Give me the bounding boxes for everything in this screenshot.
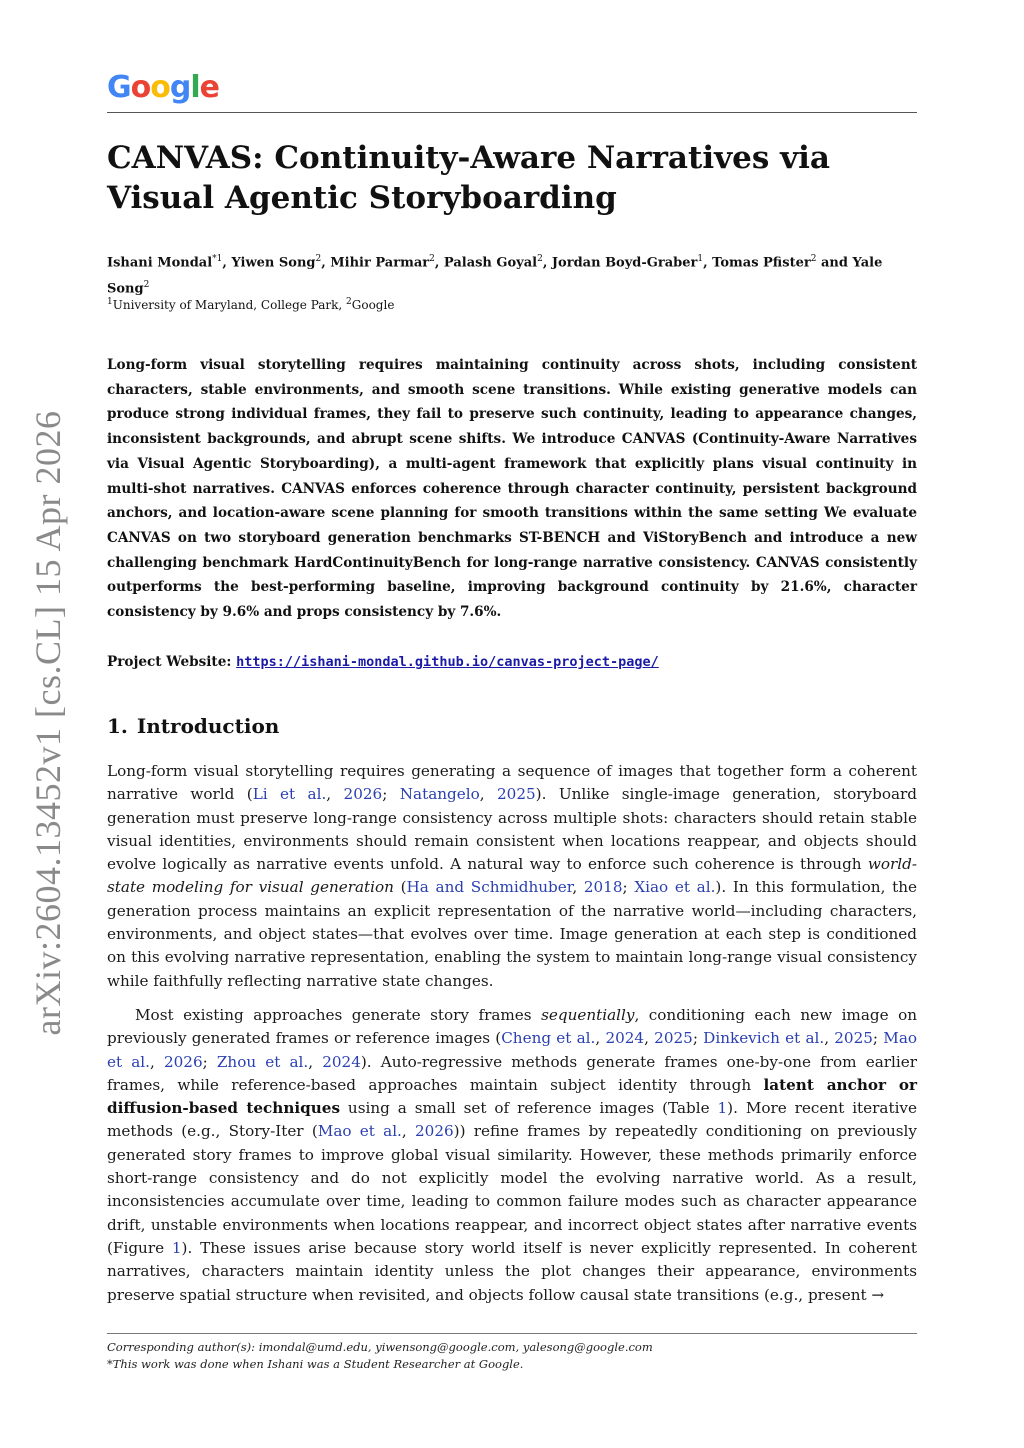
paragraph-text: , — [326, 785, 344, 804]
project-website — [107, 650, 917, 674]
citation-link[interactable]: Dinkevich et al. — [703, 1029, 825, 1048]
paragraph-text: Most existing approaches generate story frames — [135, 1006, 542, 1024]
author-list: Ishani Mondal$^{*1}$, Yiwen Song$^2$, Mihir Parmar$^2$, Palash Goyal$^2$, Jordan Boyd-Graber$^1$, Tomas Pfister$^2$ and Yale Song$^2$ — [107, 254, 883, 297]
google-logo — [107, 68, 219, 108]
emphasis-text: sequentially — [541, 1006, 635, 1024]
paragraph-text: ). More recent iterative methods (e.g., Story-Iter ( — [107, 1099, 917, 1141]
corresponding-author-note: Corresponding author(s): imondal@umd.edu, yiwensong@google.com, yalesong@google.com — [107, 1340, 653, 1354]
paragraph-text: , — [644, 1029, 655, 1048]
logo-letter: l — [190, 70, 200, 105]
citation-link[interactable]: 2024 — [605, 1029, 645, 1048]
citation-link[interactable]: 2025 — [654, 1029, 693, 1048]
abstract: Long-form visual storytelling requires maintaining continuity across shots, including consistent characters, stable environments, and smooth scene transitions. While existing generative models can produce strong individual frames, they fail to preserve such continuity, leading to appearance changes, inconsistent backgrounds, and abrupt scene shifts. We introduce CANVAS (Continuity-Aware Narratives via Visual Agentic Storyboarding), a multi-agent framework that explicitly plans visual continuity in multi-shot narratives. CANVAS enforces coherence through character continuity, persistent background anchors, and location-aware scene planning for smooth transitions within the same setting We evaluate CANVAS on two storyboard generation benchmarks ST-BENCH and ViStoryBench and introduce a new challenging benchmark HardContinuityBench for long-range narrative consistency. CANVAS consistently outperforms the best-performing baseline, improving background continuity by 21.6%, character consistency by 9.6% and props consistency by 7.6%. — [107, 357, 917, 621]
citation-link[interactable]: Ha and Schmidhuber — [406, 878, 573, 897]
student-researcher-note: *This work was done when Ishani was a Student Researcher at Google. — [107, 1357, 524, 1371]
paper-title: CANVAS: Continuity-Aware Narratives via Visual Agentic Storyboarding — [107, 140, 830, 216]
citation-link[interactable]: Xiao et al. — [634, 878, 716, 897]
author-name: Yiwen Song — [231, 255, 316, 271]
project-website-link[interactable]: https://ishani-mondal.github.io/canvas-project-page/ — [236, 654, 659, 670]
author-name: Yale Song — [107, 255, 883, 297]
paragraph-text: )) refine frames by repeatedly conditioning on previously generated story frames to improve global visual similarity. However, these methods primarily enforce short-range consistency and do not explicitly model the evolving narrative world. As a result, inconsistencies accumulate over time, leading to common failure modes such as character appearance drift, unstable environments when locations reappear, and incorrect object states after narrative events (Figure — [107, 1122, 917, 1257]
paragraph-text: ; — [622, 878, 635, 897]
affiliation-mark: 2 — [346, 297, 352, 307]
author-affiliation-mark: 1 — [697, 254, 704, 264]
affiliations — [107, 293, 917, 314]
intro-paragraph-1 — [107, 760, 917, 993]
author-name: Mihir Parmar — [330, 255, 430, 271]
paragraph-text: ). In this formulation, the generation process maintains an explicit representation of the narrative world—including characters, environments, and object states—that evolves over time. Image generation at each step is conditioned on this evolving narrative representation, enabling the system to maintain long-range visual consistency while faithfully reflecting narrative state changes. — [107, 878, 917, 990]
citation-link[interactable]: 2026 — [163, 1052, 203, 1071]
author-name: Ishani Mondal — [107, 255, 213, 271]
paragraph-text: , — [149, 1052, 164, 1071]
author-name: Palash Goyal — [443, 255, 538, 271]
citation-link[interactable]: 1 — [171, 1238, 182, 1257]
website-label: Project Website: — [107, 654, 237, 670]
paragraph-text: , — [572, 878, 584, 897]
paragraph-text: ). Unlike single-image generation, storyboard generation must preserve long-range consistency across multiple shots: characters should retain stable visual identities, environments should remain consistent when locations reappear, and objects should evolve logically as narrative events unfold. A natural way to enforce such coherence is through — [107, 785, 918, 874]
author-affiliation-mark: 2 — [143, 280, 150, 291]
paragraph-text: , — [401, 1122, 415, 1141]
author-affiliation-mark: 2 — [429, 254, 435, 264]
paragraph-text: ; — [202, 1052, 217, 1071]
author-name: Jordan Boyd-Graber — [551, 255, 698, 271]
paragraph-text: ). These issues arise because story world itself is never explicitly represented. In coherent narratives, characters maintain identity unless the plot changes their appearance, environments preserve spatial structure when revisited, and objects follow causal state transitions (e.g., present → — [107, 1238, 917, 1304]
author-affiliation-mark: 2 — [315, 254, 322, 264]
bold-text: latent anchor or diffusion-based techniques — [107, 1075, 917, 1118]
paragraph-text: ). Auto-regressive methods generate frames one-by-one from earlier frames, while reference-based approaches maintain subject identity through — [107, 1052, 917, 1094]
citation-link[interactable]: Mao et al. — [107, 1029, 918, 1071]
affiliation-name: University of Maryland, College Park, — [112, 298, 347, 312]
paragraph-text: , — [308, 1052, 323, 1071]
citation-link[interactable]: Mao et al. — [317, 1122, 402, 1141]
logo-letter: g — [169, 70, 191, 105]
paragraph-text: Long-form visual storytelling requires generating a sequence of images that together form a coherent narrative world ( — [107, 762, 917, 804]
author-affiliation-mark: *1 — [212, 254, 223, 264]
citation-link[interactable]: Cheng et al. — [501, 1029, 596, 1048]
paragraph-text: ; — [872, 1029, 884, 1048]
paragraph-text: , — [824, 1029, 835, 1048]
footnote-rule — [107, 1333, 917, 1334]
citation-link[interactable]: 2026 — [343, 785, 383, 804]
arxiv-identifier: arXiv:2604.13452v1 [cs.CL] 15 Apr 2026 — [28, 410, 68, 1036]
logo-letter: e — [199, 70, 220, 105]
paragraph-text: ( — [393, 878, 407, 897]
section-heading — [107, 712, 279, 740]
logo-letter: G — [107, 70, 131, 105]
paragraph-text: ; — [382, 785, 400, 804]
paragraph-text: ; — [692, 1029, 704, 1048]
header-rule — [107, 112, 917, 113]
author-affiliation-mark: 2 — [537, 254, 543, 264]
emphasis-text: world-state modeling for visual generation — [107, 855, 917, 897]
paragraph-text: , — [479, 785, 497, 804]
citation-link[interactable]: 2025 — [834, 1029, 873, 1048]
citation-link[interactable]: 2025 — [497, 785, 536, 804]
affiliation-mark: 1 — [107, 297, 113, 307]
citation-link[interactable]: 1 — [717, 1099, 728, 1118]
intro-paragraph-2 — [107, 1004, 917, 1307]
footnotes — [107, 1339, 917, 1373]
citation-link[interactable]: Li et al. — [252, 785, 327, 804]
citation-link[interactable]: 2026 — [415, 1122, 454, 1141]
logo-letter: o — [130, 70, 151, 105]
paragraph-text: , conditioning each new image on previously generated frames or reference images ( — [107, 1006, 917, 1048]
section-title: Introduction — [136, 714, 280, 738]
author-affiliation-mark: 2 — [810, 254, 817, 264]
section-number: 1. — [107, 714, 128, 738]
citation-link[interactable]: 2018 — [583, 878, 623, 897]
author-name: Tomas Pfister — [712, 255, 811, 271]
citation-link[interactable]: Natangelo — [399, 785, 480, 804]
paragraph-text: using a small set of reference images (Table — [340, 1099, 718, 1118]
paragraph-text: , — [595, 1029, 606, 1048]
logo-letter: o — [150, 70, 170, 105]
citation-link[interactable]: Zhou et al. — [216, 1052, 309, 1071]
citation-link[interactable]: 2024 — [322, 1052, 361, 1071]
affiliation-name: Google — [351, 298, 395, 312]
